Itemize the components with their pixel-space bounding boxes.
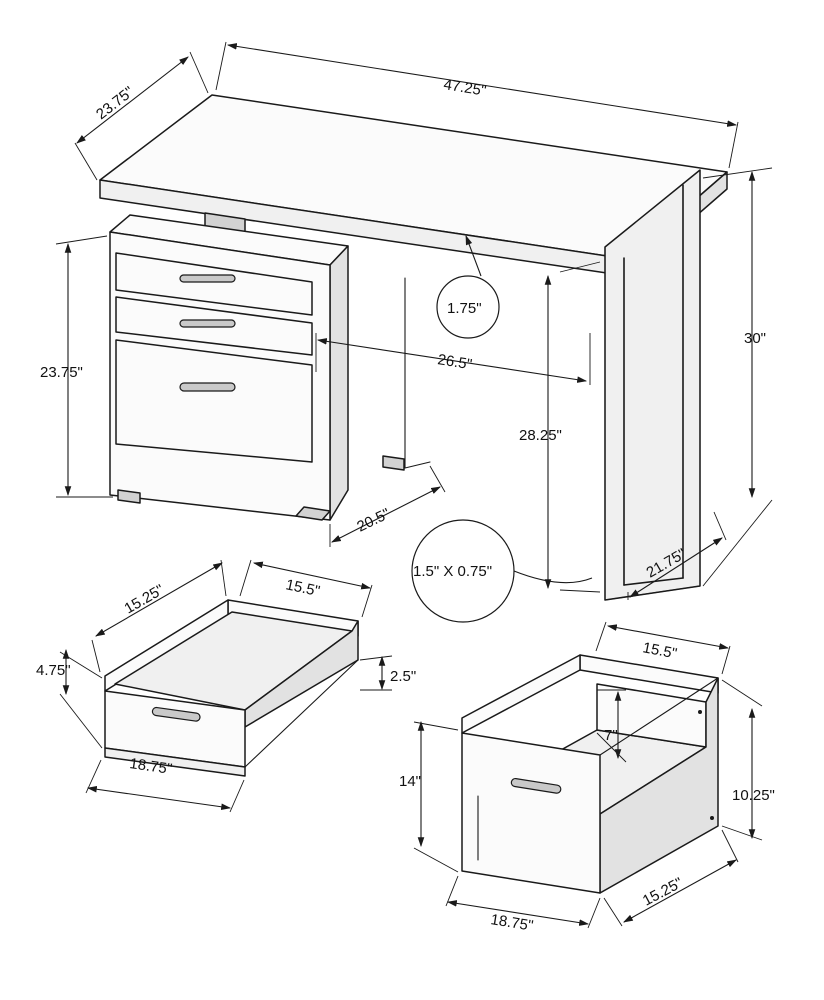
file-drawer-left-rail <box>462 655 580 733</box>
dim-file-side-height-label: 10.25" <box>732 787 775 804</box>
cabinet-drawer-3-handle[interactable] <box>180 383 235 391</box>
ext-cab-height-top <box>56 236 107 244</box>
ext-file-top-depth-2 <box>722 646 730 674</box>
ext-file-front-width-2 <box>588 898 600 928</box>
ext-file-side-height-1 <box>722 680 762 706</box>
cabinet-foot-left <box>118 490 140 503</box>
ext-leg-depth-right <box>714 512 726 540</box>
desk-right-leg-outer <box>605 170 700 600</box>
dim-file-top-depth-label: 15.5" <box>641 639 679 663</box>
dim-tube-profile-label: 1.5" X 0.75" <box>413 563 493 580</box>
ext-desk-depth-top <box>190 52 208 93</box>
ext-small-box-height-1 <box>360 656 392 660</box>
ext-file-front-width-1 <box>446 876 458 906</box>
dim-file-front-width-label: 18.75" <box>489 911 535 935</box>
dim-cabinet-height-label: 23.75" <box>40 364 83 381</box>
ext-small-inner-depth-1 <box>92 640 100 672</box>
dim-desk-width-label: 47.25" <box>442 76 488 100</box>
file-drawer-front <box>462 733 600 893</box>
cabinet-drawer-1-handle[interactable] <box>180 275 235 282</box>
dim-small-front-width-label: 18.75" <box>128 755 174 778</box>
dim-desk-height-label: 30" <box>744 330 767 347</box>
dim-leg-depth-label: 21.75" <box>643 545 690 582</box>
dimline-small-front-width <box>88 788 230 808</box>
file-drawer-peg-2 <box>710 816 714 820</box>
dim-file-front-height-label: 14" <box>399 773 422 790</box>
dim-small-inner-depth-label: 15.25" <box>121 581 168 618</box>
ext-file-front-height-2 <box>414 848 458 872</box>
ext-file-side-height-2 <box>722 826 762 840</box>
ext-small-outer-depth-2 <box>362 585 372 617</box>
desk-assembly-drawing <box>40 42 772 622</box>
ext-file-top-depth-1 <box>596 622 606 651</box>
cabinet-drawer-2-handle[interactable] <box>180 320 235 327</box>
small-drawer-drawing <box>36 560 416 812</box>
ext-leg-inner-bottom <box>560 590 600 592</box>
ext-file-depth-2 <box>722 830 738 862</box>
cabinet-foot-back <box>383 456 404 470</box>
desk-center-foot <box>405 462 430 468</box>
ext-small-outer-depth-1 <box>240 560 251 596</box>
dim-cabinet-depth-label: 20.5" <box>354 505 393 536</box>
ext-small-inner-depth-2 <box>221 560 226 596</box>
dim-leg-inner-height-label: 28.25" <box>519 427 562 444</box>
ext-desk-depth-bottom <box>75 143 97 180</box>
ext-desk-width-right <box>729 122 738 168</box>
dim-file-inner-height-label: 7" <box>604 727 618 744</box>
ext-file-depth-1 <box>604 898 622 926</box>
dim-small-outer-depth-label: 15.5" <box>284 576 322 601</box>
dim-file-depth-label: 15.25" <box>639 874 686 910</box>
file-drawer-peg-1 <box>698 710 702 714</box>
ext-desk-width-left <box>216 42 226 90</box>
dim-desk-depth-label: 23.75" <box>92 83 138 124</box>
dim-top-thickness-label: 1.75" <box>447 300 482 317</box>
leader-tube-profile <box>514 571 592 583</box>
cabinet-side-panel <box>330 246 348 520</box>
ext-small-side-height-2 <box>60 694 102 748</box>
dim-knee-clearance-label: 26.5" <box>436 351 474 374</box>
dim-small-box-height-label: 2.5" <box>390 668 417 685</box>
dim-small-side-height-label: 4.75" <box>36 662 71 679</box>
file-drawer-drawing <box>399 622 775 935</box>
ext-small-front-width-2 <box>230 780 244 812</box>
